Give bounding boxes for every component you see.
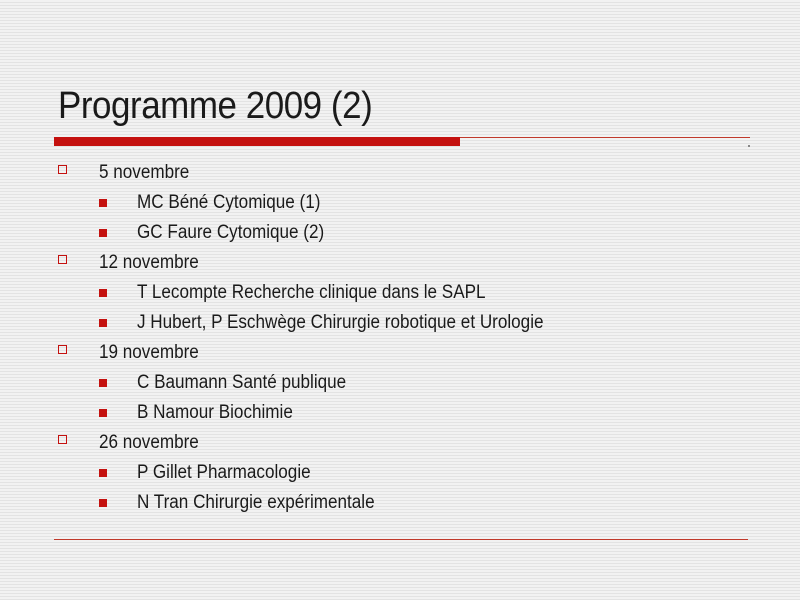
hollow-square-bullet-icon	[58, 435, 67, 444]
list-item: P Gillet Pharmacologie	[58, 458, 758, 488]
filled-square-bullet-icon	[99, 469, 107, 477]
title-rule-accent	[54, 137, 460, 146]
filled-square-bullet-icon	[99, 379, 107, 387]
list-item: MC Béné Cytomique (1)	[58, 188, 758, 218]
list-item: N Tran Chirurgie expérimentale	[58, 488, 758, 518]
filled-square-bullet-icon	[99, 409, 107, 417]
list-item: C Baumann Santé publique	[58, 368, 758, 398]
filled-square-bullet-icon	[99, 199, 107, 207]
hollow-square-bullet-icon	[58, 255, 67, 264]
section-date: 12 novembre	[58, 248, 758, 278]
bullet-list	[58, 158, 758, 518]
slide-title: Programme 2009 (2)	[58, 85, 373, 127]
filled-square-bullet-icon	[99, 229, 107, 237]
list-item: T Lecompte Recherche clinique dans le SAPL	[58, 278, 758, 308]
list-item: B Namour Biochimie	[58, 398, 758, 428]
footer-rule	[54, 539, 748, 540]
filled-square-bullet-icon	[99, 319, 107, 327]
section-date: 19 novembre	[58, 338, 758, 368]
list-item: GC Faure Cytomique (2)	[58, 218, 758, 248]
filled-square-bullet-icon	[99, 289, 107, 297]
hollow-square-bullet-icon	[58, 165, 67, 174]
hollow-square-bullet-icon	[58, 345, 67, 354]
section-date: 26 novembre	[58, 428, 758, 458]
section-date: 5 novembre	[58, 158, 758, 188]
filled-square-bullet-icon	[99, 499, 107, 507]
rule-end-mark	[748, 145, 750, 147]
list-item: J Hubert, P Eschwège Chirurgie robotique et Urologie	[58, 308, 758, 338]
